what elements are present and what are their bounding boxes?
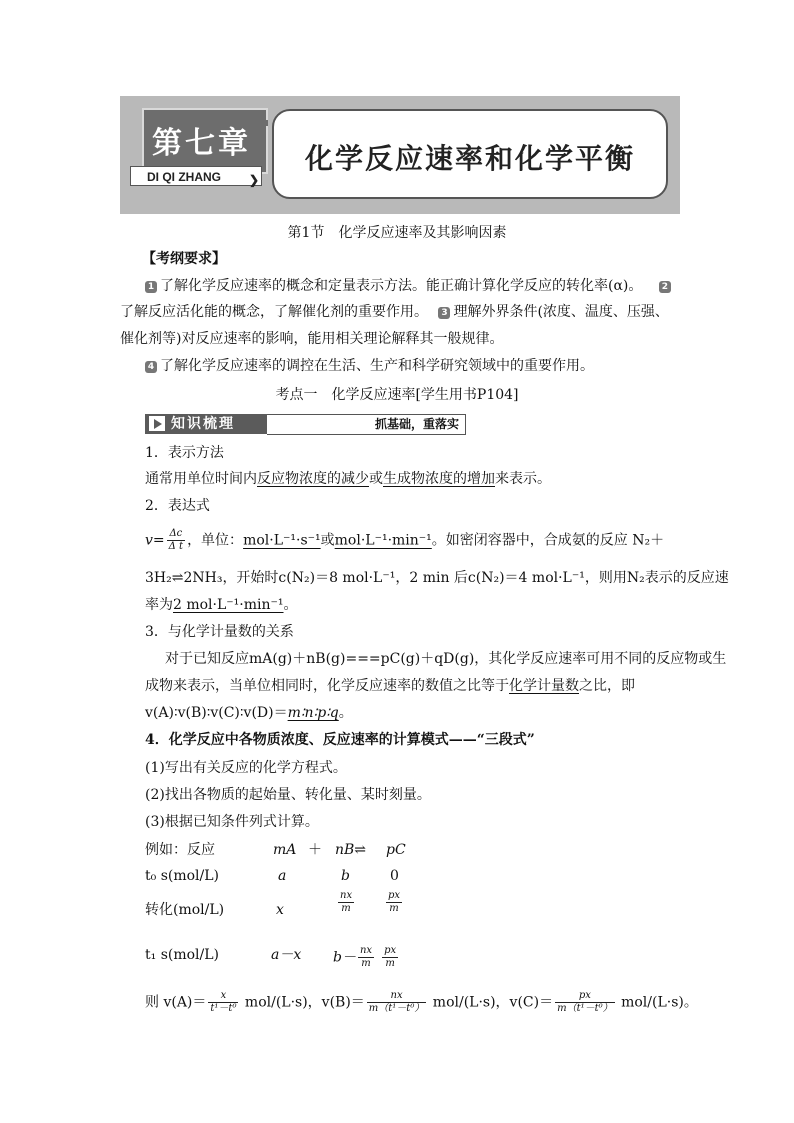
denominator: m（t¹－t⁰） <box>368 1003 425 1014</box>
number-badge: 3 <box>438 307 450 319</box>
banner-decor-square <box>262 120 268 126</box>
band-label-box <box>145 414 267 434</box>
band-tag: 抓基础，重落实 <box>374 417 459 431</box>
s3-line1: 对于已知反应mA(g)＋nB(g)===pC(g)＋qD(g)，其化学反应速率可用不同的反应物或生 <box>165 651 727 667</box>
requirements-heading: 【考纲要求】 <box>142 251 226 267</box>
s2-line2: 3H₂⇌2NH₃，开始时c(N₂)＝8 mol·L⁻¹，2 min 后c(N₂)＝4 mol·L⁻¹，则用N₂表示的反应速 <box>145 570 729 586</box>
numerator: px <box>555 990 615 1003</box>
text: 。 <box>338 705 353 721</box>
final-formula <box>145 990 698 1015</box>
text: v(A)∶v(B)∶v(C)∶v(D)＝ <box>145 705 288 721</box>
text: mol/(L·s)。 <box>616 994 698 1011</box>
requirement-item-1 <box>145 276 674 296</box>
numerator: nx <box>367 990 427 1003</box>
numerator: Δc <box>167 528 185 541</box>
delta-fraction <box>167 528 185 553</box>
point-title: 考点一 化学反应速率[学生用书P104] <box>275 387 519 403</box>
table-cell: mA <box>273 842 297 858</box>
answer-blank: 化学计量数 <box>509 678 579 694</box>
table-row-label: t₁ s(mol/L) <box>145 947 219 963</box>
numerator: nx <box>340 890 353 901</box>
answer-blank: mol·L⁻¹·min⁻¹ <box>334 532 432 549</box>
table-row-label: 例如：反应 <box>145 842 215 858</box>
requirement-text: 了解化学反应速率的概念和定量表示方法。能正确计算化学反应的转化率(α)。 <box>160 278 643 294</box>
number-badge: 4 <box>145 361 157 373</box>
text: b－ <box>333 949 356 966</box>
text: 则 v(A)＝ <box>145 994 207 1011</box>
text: ，单位： <box>187 532 244 549</box>
answer-blank: 2 mol·L⁻¹·min⁻¹ <box>173 597 284 613</box>
table-cell: x <box>276 902 284 918</box>
chapter-title: 化学反应速率和化学平衡 <box>304 142 635 175</box>
requirement-item-3-cont: 催化剂等)对反应速率的影响，能用相关理论解释其一般规律。 <box>120 331 504 347</box>
requirement-text: 理解外界条件(浓度、温度、压强、 <box>453 304 669 320</box>
s4-step-1: (1)写出有关反应的化学方程式。 <box>145 760 347 776</box>
band-tag-box <box>267 414 466 435</box>
table-cell: b <box>341 868 350 884</box>
table-cell: 0 <box>390 868 399 884</box>
answer-blank: mol·L⁻¹·s⁻¹ <box>243 532 321 549</box>
table-cell: a－x <box>271 947 302 963</box>
denominator: m <box>341 903 351 914</box>
chapter-number-box <box>142 108 268 174</box>
text: mol/(L·s)，v(C)＝ <box>428 994 554 1011</box>
s4-step-3: (3)根据已知条件列式计算。 <box>145 814 319 830</box>
chevron-right-icon: ❯ <box>249 173 260 187</box>
table-cell: pC <box>386 842 406 858</box>
s3-line3 <box>145 703 353 723</box>
text: mol/(L·s)，v(B)＝ <box>240 994 365 1011</box>
table-cell: a <box>278 868 287 884</box>
requirement-text: 了解反应活化能的概念，了解催化剂的重要作用。 <box>120 304 428 320</box>
text: 。如密闭容器中，合成氨的反应 N₂＋ <box>431 532 665 549</box>
chapter-pinyin-text: DI QI ZHANG <box>147 170 221 184</box>
table-row-label: 转化(mol/L) <box>145 902 225 918</box>
table-cell-fraction <box>384 890 404 915</box>
text: 或 <box>320 532 335 549</box>
band-label: 知识梳理 <box>171 416 235 432</box>
denominator: t¹－t⁰ <box>210 1003 237 1014</box>
text: 成物来表示，当单位相同时，化学反应速率的数值之比等于 <box>145 678 509 694</box>
answer-blank: 反应物浓度的减少 <box>257 471 369 487</box>
answer-blank: 生成物浓度的增加 <box>383 471 495 487</box>
s4-step-2: (2)找出各物质的起始量、转化量、某时刻量。 <box>145 787 431 803</box>
denominator: m <box>389 903 399 914</box>
table-row-label: t₀ s(mol/L) <box>145 868 219 884</box>
table-cell: ＋ <box>308 842 322 858</box>
text: 率为 <box>145 597 173 613</box>
denominator: m <box>361 958 371 969</box>
s1-body <box>145 469 551 489</box>
chapter-pinyin <box>130 166 262 186</box>
table-cell-fraction <box>336 890 356 915</box>
numerator: px <box>384 945 397 956</box>
text: 之比，即 <box>579 678 635 694</box>
s2-formula-line <box>145 528 664 553</box>
s1-heading: 1．表示方法 <box>145 445 224 461</box>
numerator: nx <box>359 945 373 956</box>
number-badge: 2 <box>659 281 671 293</box>
requirement-item-4 <box>145 356 594 376</box>
chapter-title-box <box>272 109 668 199</box>
knowledge-band <box>145 414 465 434</box>
text: 来表示。 <box>495 471 551 487</box>
number-badge: 1 <box>145 281 157 293</box>
s4-heading: 4．化学反应中各物质浓度、反应速率的计算模式——“三段式” <box>145 732 535 748</box>
text: 通常用单位时间内 <box>145 471 257 487</box>
table-cell <box>333 945 400 970</box>
section-title: 第1节 化学反应速率及其影响因素 <box>287 225 507 241</box>
denominator: m <box>385 958 395 969</box>
numerator: px <box>388 890 401 901</box>
text: 或 <box>369 471 383 487</box>
chapter-number: 第七章 <box>152 127 251 160</box>
play-icon <box>149 416 165 431</box>
numerator: x <box>208 990 238 1003</box>
s2-line3 <box>145 595 298 615</box>
text: 。 <box>283 597 298 613</box>
denominator: Δ t <box>168 541 184 552</box>
s3-line2 <box>145 676 635 696</box>
formula-text: v= <box>145 532 165 549</box>
requirement-item-2 <box>120 302 669 322</box>
chapter-banner <box>120 96 680 214</box>
s3-heading: 3．与化学计量数的关系 <box>145 624 294 640</box>
table-cell: nB⇌ <box>335 842 367 858</box>
denominator: m（t¹－t⁰） <box>557 1003 613 1014</box>
requirement-text: 了解化学反应速率的调控在生活、生产和科学研究领域中的重要作用。 <box>160 358 594 374</box>
s2-heading: 2．表达式 <box>145 498 210 514</box>
answer-blank: m∶n∶p∶q <box>287 705 339 721</box>
